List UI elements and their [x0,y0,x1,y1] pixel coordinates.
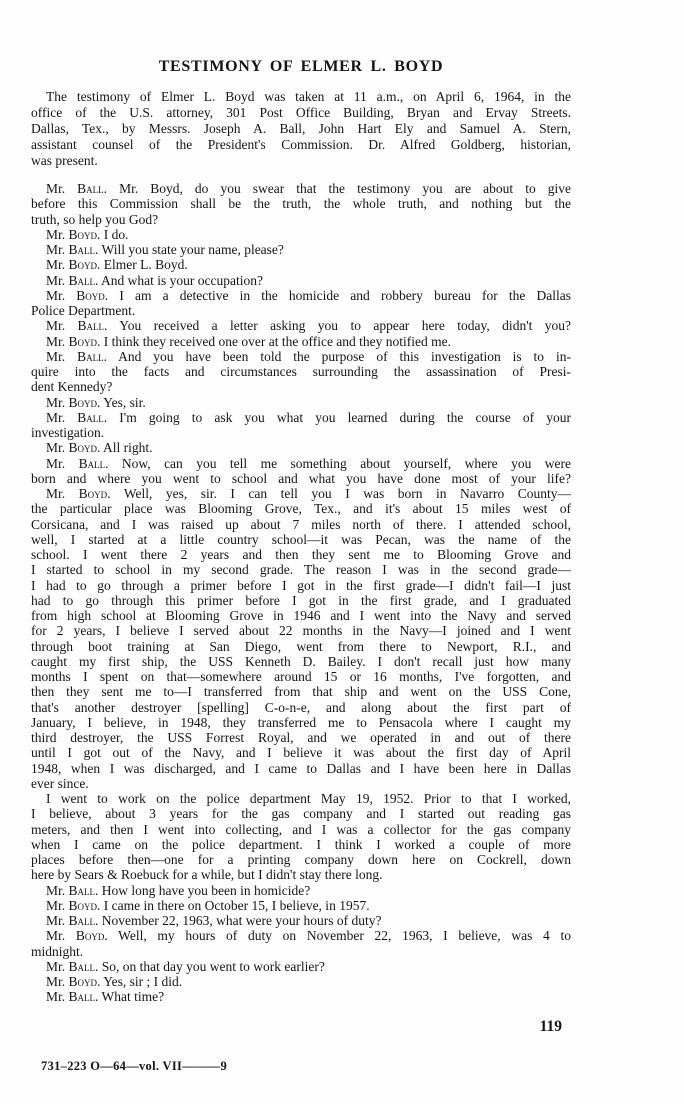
speaker-name: Boyd [68,897,98,913]
dialogue-line: Mr. Boyd. Well, yes, sir. I can tell you I was born in Navarro County— [46,486,571,501]
text-line: investigation. [31,425,105,440]
speaker-name: Boyd [68,257,98,273]
page-title: TESTIMONY OF ELMER L. BOYD [158,58,444,75]
speaker-name: Ball [77,409,104,425]
dialogue-line: Mr. Ball. And you have been told the purpose of this investigation is to in- [46,348,571,364]
text-line: The testimony of Elmer L. Boyd was taken at 11 a.m., on April 6, 1964, in the [46,89,571,104]
dialogue-line: Mr. Boyd. I think they received one over at the office and they notified me. [46,333,452,349]
text-line: places before then—one for a printing company down here on Cockrell, down [31,852,571,867]
text-line: I went to work on the police department May 19, 1952. Prior to that I worked, [46,791,571,806]
text-line: I believe, about 3 years for the gas company and I started out reading gas [31,806,571,822]
dialogue-line: Mr. Ball. How long have you been in homicide? [46,882,311,898]
text-line: the particular place was Blooming Grove, Tex., and it's about 15 miles west of [31,501,571,517]
speaker-name: Ball [78,455,106,471]
text-line: caught my first ship, the USS Kenneth D. Bailey. I don't recall just how many [31,653,571,669]
text-line: midnight. [31,943,84,959]
text-line: ever since. [31,775,89,791]
print-code: 731–223 O—64—vol. VII———9 [41,1059,228,1073]
dialogue-line: Mr. Ball. And what is your occupation? [46,272,263,288]
text-line: third destroyer, the USS Forrest Royal, and we operated in and out of there [31,730,571,745]
text-line: through boot training at San Diego, went from there to Newport, R.I., and [31,638,571,654]
dialogue-line: Mr. Boyd. I am a detective in the homicide and robbery bureau for the Dallas [46,287,571,303]
text-line: 1948, when I was discharged, and I came to Dallas and I have been here in Dallas [31,760,571,776]
dialogue-line: Mr. Ball. Mr. Boyd, do you swear that the testimony you are about to give [46,181,571,196]
text-line: dent Kennedy? [31,379,113,395]
dialogue-line: Mr. Ball. Now, can you tell me something about yourself, where you were [46,455,572,471]
text-line: well, I started at a little country school—it was Pecan, was the name of the [31,531,571,547]
text-line: that's another destroyer [spelling] C-o-n-e, and along about the first part of [31,699,571,715]
text-line: school. I went there 2 years and then they sent me to Blooming Grove and [31,547,571,562]
dialogue-line: Mr. Boyd. I came in there on October 15, I believe, in 1957. [46,897,370,913]
speaker-name: Boyd [68,440,98,456]
text-line: meters, and then I went into collecting, and I was a collector for the gas company [31,821,571,837]
text-line: truth, so help you God? [31,211,159,227]
speaker-name: Ball [68,272,96,288]
text-line: months I spent on that—somewhere around 15 or 16 months, I've forgotten, and [31,669,571,684]
dialogue-line: Mr. Ball. I'm going to ask you what you learned during the course of your [46,409,571,425]
speaker-name: Ball [68,882,96,898]
text-line: assistant counsel of the President's Commission. Dr. Alfred Goldberg, historian, [31,137,571,152]
speaker-name: Boyd [68,974,98,989]
dialogue-line: Mr. Boyd. Yes, sir ; I did. [46,974,183,989]
dialogue-line: Mr. Ball. You received a letter asking you to appear here today, didn't you? [46,318,571,334]
speaker-name: Ball [68,913,96,928]
speaker-name: Boyd [76,287,105,303]
text-line: Dallas, Tex., by Messrs. Joseph A. Ball, John Hart Ely and Samuel A. Stern, [31,121,571,136]
speaker-name: Boyd [68,394,98,410]
text-line: quire into the facts and circumstances surrounding the assassination of Presi- [31,364,571,379]
speaker-name: Ball [77,318,105,334]
text-line: had to go through this primer before I got in the first grade, and I graduated [31,592,571,608]
text-line: from high school at Blooming Grove in 1946 and I went into the Navy and served [31,608,571,623]
page-number: 119 [539,1018,562,1035]
text-line: Police Department. [31,303,136,318]
dialogue-line: Mr. Ball. Will you state your name, please? [46,242,284,257]
speaker-name: Ball [68,989,96,1005]
dialogue-line: Mr. Ball. So, on that day you went to work earlier? [46,958,325,974]
text-line: then they sent me to—I transferred from that ship and went on the USS Cone, [31,684,571,700]
speaker-name: Boyd [68,226,98,242]
text-line: when I came on the police department. I think I worked a couple of more [31,836,571,852]
text-line: before this Commission shall be the truth, the whole truth, and nothing but the [31,196,571,212]
testimony-body [31,181,571,1005]
speaker-name: Ball [68,242,96,257]
text-line: office of the U.S. attorney, 301 Post Office Building, Bryan and Ervay Streets. [31,105,571,120]
text-line: I had to go through a primer before I got in the first grade—I didn't fail—I just [31,577,571,593]
speaker-name: Boyd [68,333,98,349]
dialogue-line: Mr. Boyd. All right. [46,440,153,456]
speaker-name: Ball [77,348,104,364]
speaker-name: Ball [77,181,104,196]
speaker-name: Ball [68,958,96,974]
dialogue-line: Mr. Ball. November 22, 1963, what were your hours of duty? [46,913,382,928]
dialogue-line: Mr. Boyd. I do. [46,226,129,242]
text-line: until I got out of the Navy, and I believe it was about the first day of April [31,745,571,761]
text-line: was present. [31,153,98,168]
text-line: for 2 years, I believe I served about 22 months in the Navy—I joined and I went [31,623,571,639]
speaker-name: Boyd [75,928,105,944]
dialogue-line: Mr. Boyd. Yes, sir. [46,394,146,410]
dialogue-line: Mr. Boyd. Well, my hours of duty on November 22, 1963, I believe, was 4 to [46,928,571,944]
dialogue-line: Mr. Boyd. Elmer L. Boyd. [46,257,188,273]
dialogue-line: Mr. Ball. What time? [46,989,165,1005]
intro-paragraph [31,89,571,169]
speaker-name: Boyd [78,486,108,501]
text-line: Corsicana, and I was raised up about 7 miles north of there. I attended school, [31,516,571,532]
text-line: here by Sears & Roebuck for a while, but I didn't stay there long. [31,867,383,883]
text-line: January, I believe, in 1948, they transferred me to Pensacola where I caught my [31,714,571,730]
text-line: I started to school in my second grade. The reason I was in the second grade— [31,562,571,578]
text-line: born and where you went to school and what you have done most of your life? [31,470,571,486]
